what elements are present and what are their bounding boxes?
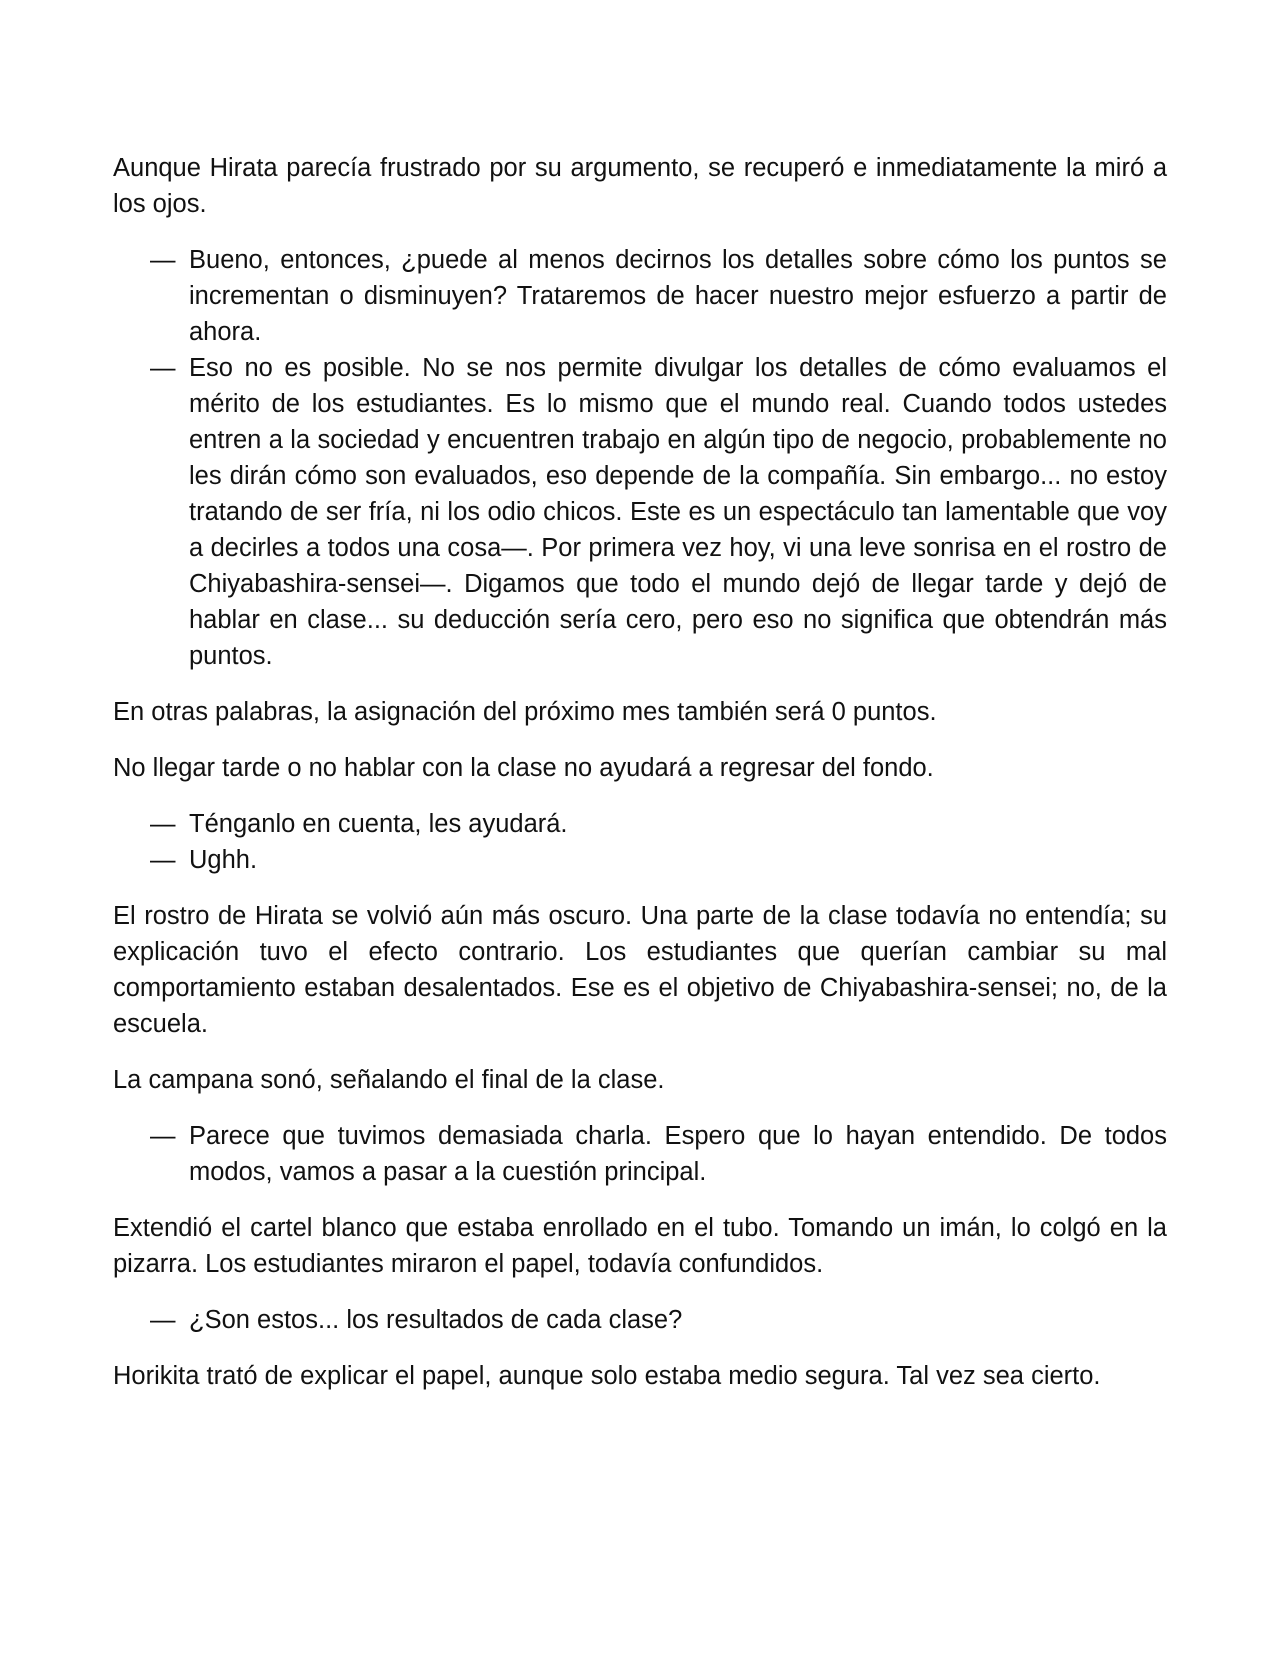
dialogue-text: ¿Son estos... los resultados de cada clase? xyxy=(189,1306,683,1334)
dialogue-block xyxy=(113,1302,1167,1338)
paragraph: El rostro de Hirata se volvió aún más oscuro. Una parte de la clase todavía no entendía; su explicación tuvo el efecto contrario. Los estudiantes que querían cambiar su mal comportamiento estaban desalentados. Ese es el objetivo de Chiyabashira-sensei; no, de la escuela. xyxy=(113,902,1167,1038)
dialogue-line xyxy=(150,1302,1167,1338)
dialogue-line xyxy=(150,1118,1167,1190)
dialogue-block xyxy=(113,242,1167,674)
em-dash: — xyxy=(150,846,176,874)
em-dash: — xyxy=(150,1306,176,1334)
dialogue-line xyxy=(150,806,1167,842)
dialogue-text: Ténganlo en cuenta, les ayudará. xyxy=(189,810,568,838)
em-dash: — xyxy=(150,810,176,838)
paragraph: No llegar tarde o no hablar con la clase no ayudará a regresar del fondo. xyxy=(113,754,934,782)
paragraph: Extendió el cartel blanco que estaba enrollado en el tubo. Tomando un imán, lo colgó en la pizarra. Los estudiantes miraron el papel, todavía confundidos. xyxy=(113,1214,1167,1278)
paragraph: En otras palabras, la asignación del próximo mes también será 0 puntos. xyxy=(113,698,937,726)
em-dash: — xyxy=(150,354,176,382)
dialogue-block xyxy=(113,806,1167,878)
document-page xyxy=(113,150,1167,1414)
dialogue-text: Eso no es posible. No se nos permite divulgar los detalles de cómo evaluamos el mérito de los estudiantes. Es lo mismo que el mundo real. Cuando todos ustedes entren a la sociedad y encuentren trabajo en algún tipo de negocio, probablemente no les dirán cómo son evaluados, eso depende de la compañía. Sin embargo... no estoy tratando de ser fría, ni los odio chicos. Este es un espectáculo tan lamentable que voy a decirles a todos una cosa—. Por primera vez hoy, vi una leve sonrisa en el rostro de Chiyabashira-sensei—. Digamos que todo el mundo dejó de llegar tarde y dejó de hablar en clase... su deducción sería cero, pero eso no significa que obtendrán más puntos. xyxy=(189,354,1167,670)
dialogue-block xyxy=(113,1118,1167,1190)
dialogue-line xyxy=(150,842,1167,878)
paragraph: La campana sonó, señalando el final de la clase. xyxy=(113,1066,665,1094)
paragraph: Horikita trató de explicar el papel, aunque solo estaba medio segura. Tal vez sea cierto. xyxy=(113,1362,1101,1390)
em-dash: — xyxy=(150,246,176,274)
dialogue-text: Ughh. xyxy=(189,846,258,874)
dialogue-line xyxy=(150,242,1167,350)
paragraph: Aunque Hirata parecía frustrado por su argumento, se recuperó e inmediatamente la miró a los ojos. xyxy=(113,154,1167,218)
dialogue-text: Parece que tuvimos demasiada charla. Espero que lo hayan entendido. De todos modos, vamos a pasar a la cuestión principal. xyxy=(189,1122,1167,1186)
dialogue-text: Bueno, entonces, ¿puede al menos decirnos los detalles sobre cómo los puntos se incrementan o disminuyen? Trataremos de hacer nuestro mejor esfuerzo a partir de ahora. xyxy=(189,246,1167,346)
dialogue-line xyxy=(150,350,1167,674)
em-dash: — xyxy=(150,1122,176,1150)
